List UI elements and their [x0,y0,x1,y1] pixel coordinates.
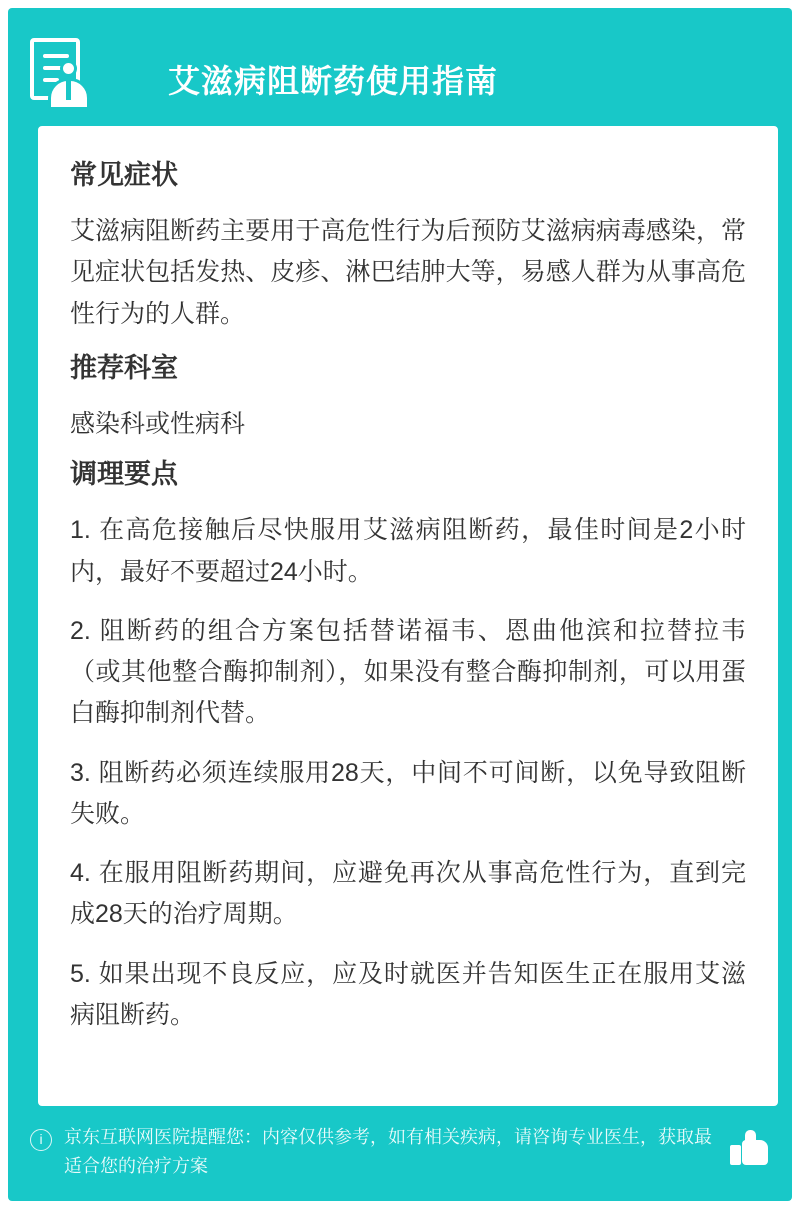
section-text-symptoms: 艾滋病阻断药主要用于高危性行为后预防艾滋病病毒感染，常见症状包括发热、皮疹、淋巴结肿大等，易感人群为从事高危性行为的人群。 [70,217,746,328]
thumb-pad [730,1145,741,1165]
info-icon: i [30,1129,52,1151]
footer-disclaimer: 京东互联网医院提醒您：内容仅供参考，如有相关疾病，请咨询专业医生，获取最适合您的治疗方案 [64,1127,712,1176]
page-title: 艾滋病阻断药使用指南 [168,63,499,99]
list-item: 1. 在高危接触后尽快服用艾滋病阻断药，最佳时间是2小时内，最好不要超过24小时。 [70,516,746,586]
section-heading-department: 推荐科室 [70,352,178,383]
list-item: 5. 如果出现不良反应，应及时就医并告知医生正在服用艾滋病阻断药。 [70,959,746,1029]
guide-card [8,8,792,1201]
thumb-up-finger [745,1130,756,1143]
list-item: 4. 在服用阻断药期间，应避免再次从事高危性行为，直到完成28天的治疗周期。 [70,859,746,929]
person-collar [66,80,71,100]
thumbs-up-icon[interactable] [730,1127,770,1167]
list-item: 3. 阻断药必须连续服用28天，中间不可间断，以免导致阻断失败。 [70,758,746,828]
section-heading-symptoms: 常见症状 [70,160,178,190]
thumb-hand [742,1140,768,1165]
footer-bar [8,1105,792,1201]
content-panel [38,126,778,1106]
document-person-icon [30,38,92,116]
document-line-1 [43,54,69,58]
person-head [60,60,77,77]
section-text-department: 感染科或性病科 [70,409,246,438]
section-heading-tips: 调理要点 [70,459,178,490]
list-item: 2. 阻断药的组合方案包括替诺福韦、恩曲他滨和拉替拉韦（或其他整合酶抑制剂），如果没有整合酶抑制剂，可以用蛋白酶抑制剂代替。 [70,616,746,728]
